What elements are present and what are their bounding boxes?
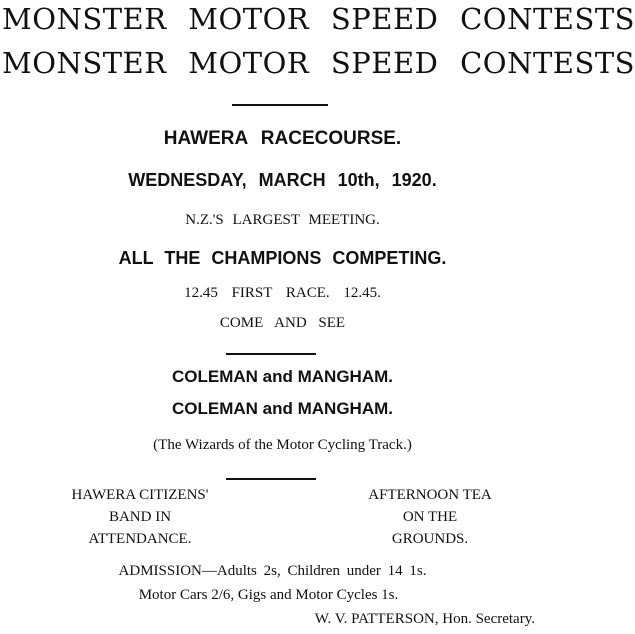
event-date: WEDNESDAY, MARCH 10th, 1920. [128, 170, 437, 190]
champions-heading: ALL THE CHAMPIONS COMPETING. [118, 248, 447, 268]
headline-line-1: MONSTER MOTOR SPEED CONTESTS [2, 2, 635, 36]
riders-line-2: COLEMAN and MANGHAM. [172, 399, 393, 418]
meeting-tagline: N.Z.'S LARGEST MEETING. [185, 212, 380, 228]
come-and-see: COME AND SEE [219, 315, 346, 331]
tea-notice [330, 484, 530, 550]
band-notice-line-1: HAWERA CITIZENS' [71, 487, 209, 503]
divider-middle [226, 353, 316, 355]
tea-notice-line-3: GROUNDS. [391, 531, 469, 547]
secretary-signature: W. V. PATTERSON, Hon. Secretary. [314, 611, 535, 627]
band-notice-line-3: ATTENDANCE. [88, 531, 192, 547]
tea-notice-line-2: ON THE [402, 509, 458, 525]
admission-prices: ADMISSION—Adults 2s, Children under 14 1s. [118, 563, 427, 579]
venue-heading: HAWERA RACECOURSE. [163, 128, 402, 149]
divider-lower [226, 478, 316, 480]
divider-top [232, 104, 328, 106]
wizards-subtitle: (The Wizards of the Motor Cycling Track.) [153, 437, 412, 453]
riders-line-1: COLEMAN and MANGHAM. [172, 367, 393, 386]
vehicle-prices: Motor Cars 2/6, Gigs and Motor Cycles 1s. [138, 587, 399, 603]
band-notice [40, 484, 240, 550]
band-notice-line-2: BAND IN [108, 509, 172, 525]
tea-notice-line-1: AFTERNOON TEA [368, 487, 492, 503]
headline-line-2: MONSTER MOTOR SPEED CONTESTS [2, 46, 635, 80]
first-race-time: 12.45 FIRST RACE. 12.45. [184, 285, 381, 301]
